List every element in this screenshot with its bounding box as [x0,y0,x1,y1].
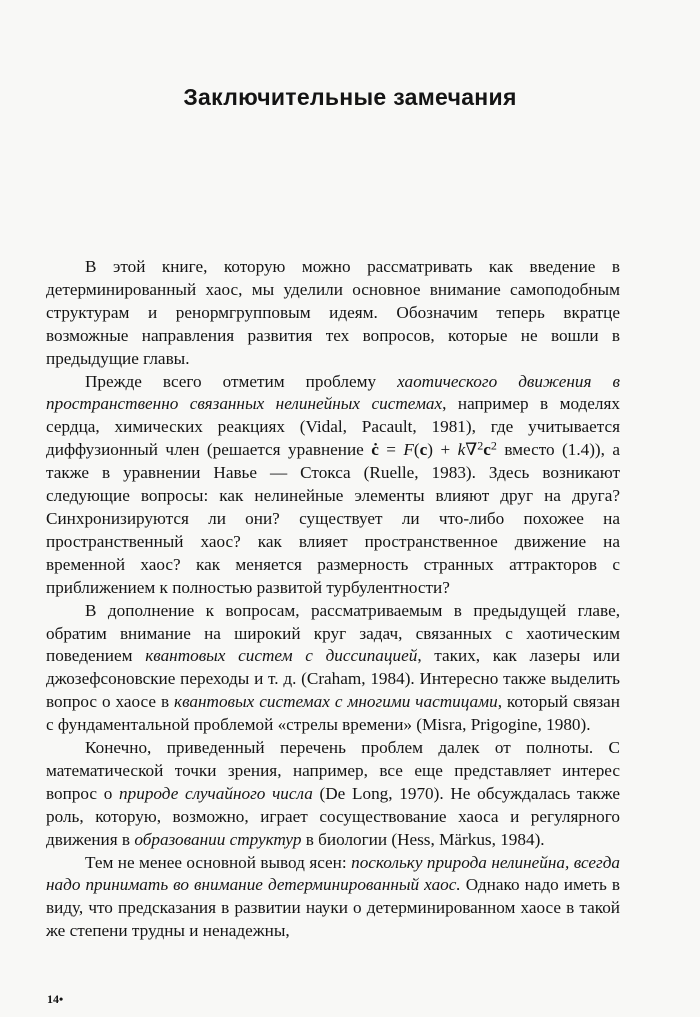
text-run: В дополнение к вопросам, рассматриваемым в предыдущей главе, обратим внимание на широкий круг задач, связанных с хаотическим поведением [46,600,620,666]
italic-text: образовании структур [134,829,302,849]
bold-symbol: c [419,440,428,460]
text-run: Однако надо иметь в виду, что предсказания в развитии науки о детерминированном хаосе в такой же степени трудны и ненадежны, [46,875,620,941]
text-run: Прежде всего отметим проблему [85,371,398,391]
paragraph [46,371,620,600]
text-run: 2 [477,438,484,453]
text-run: ) + [427,440,458,460]
text-run: 2 [490,438,497,453]
italic-text: k [457,440,466,460]
text-run: , например в моделях сердца, химических реакциях (Vidal, Pacault, 1981), где учитывается диффузионный член (решается уравнение [46,394,620,460]
chapter-title: Заключительные замечания [183,84,517,110]
paragraph [46,737,620,852]
text-run: вместо (1.4)), а также в уравнении Навье — Стокса (Ruelle, 1983). Здесь возникают следующие вопросы: как нелинейные элементы влияют друг на друга? Синхронизируются ли они? существует ли что-либо похожее на пространственный хаос? как влияет пространственное движение на временной хаос? как меняется размерность странных аттракторов с приближением к полностью развитой турбулентности? [46,440,621,597]
text-run: В этой книге, которую можно рассматривать как введение в детерминированный хаос, мы уделили основное внимание самоподобным структурам и ренормгрупповым идеям. Обозначим теперь вкратце возможные направления развития тех вопросов, которые не вошли в предыдущие главы. [46,257,620,368]
italic-text: квантовых систем с диссипацией [145,646,418,666]
text-run: ∇ [465,440,478,460]
text-run: , который связан с фундаментальной проблемой «стрелы времени» (Misra, Prigogine, 1980). [46,692,620,735]
italic-text: хаотического движения в пространственно связанных нелинейных системах [46,371,620,414]
italic-text: F [403,440,414,460]
paragraph [46,256,620,371]
text-run: = [378,440,404,460]
page-number: 14• [47,992,64,1006]
text-run: ( [413,440,420,460]
text-run: Тем не менее основной вывод ясен: [85,852,352,872]
italic-text: квантовых системах с многими частицами [174,692,498,712]
text-run: (De Long, 1970). Не обсуждалась также роль, которую, возможно, играет сосуществование хаоса и регулярного движения в [46,783,620,849]
chapter-body [46,256,620,943]
text-run: Конечно, приведенный перечень проблем далек от полноты. С математической точки зрения, например, все еще представляет интерес вопрос о [46,738,620,803]
italic-text: поскольку природа нелинейна, всегда надо принимать во внимание детерминированный хаос. [46,852,620,895]
paragraph [46,600,620,737]
text-run: , таких, как лазеры или джозефсоновские переходы и т. д. (Craham, 1984). Интересно также выделить вопрос о хаосе в [46,646,620,712]
bold-symbol: c [483,440,491,460]
italic-text: природе случайного числа [119,783,313,803]
text-run: в биологии (Hess, Märkus, 1984). [301,829,545,849]
bold-symbol: ċ [371,440,379,460]
paragraph [46,852,620,944]
